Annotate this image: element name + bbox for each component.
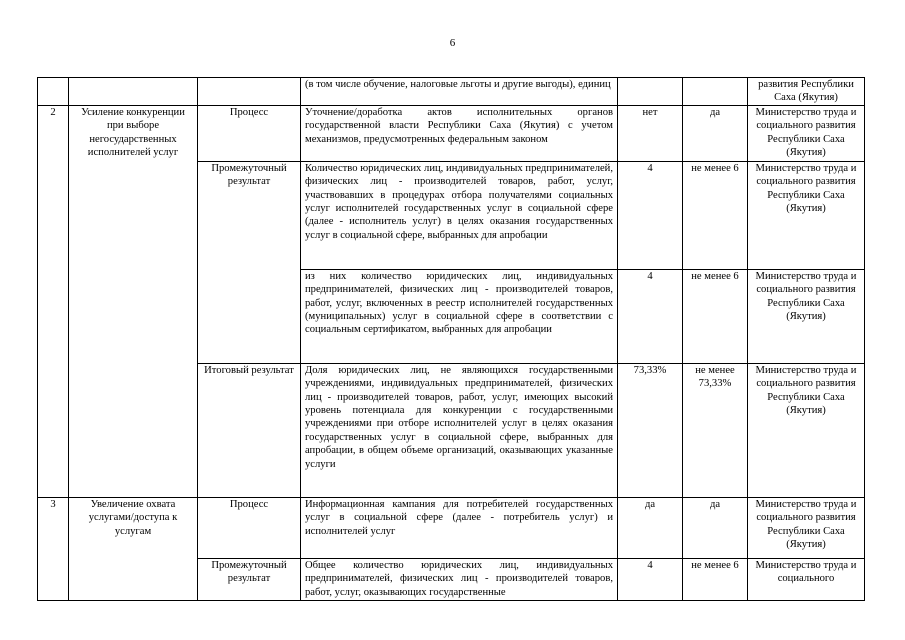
indicator-description: Информационная кампания для потребителей государственных услуг в социальной сфере (далее - потребитель услуг) и исполнителей услуг — [301, 497, 618, 558]
base-value: 4 — [618, 269, 683, 363]
row-number-cell — [38, 78, 69, 106]
base-value: 4 — [618, 558, 683, 600]
indicator-type: Промежуточный результат — [198, 558, 301, 600]
indicator-description: Доля юридических лиц, не являющихся государственными учреждениями, индивидуальных предпринимателей, физических лиц - производителей товаров, работ, услуг, имеющих высокий уровень потенциала для конкуренции с государственными учреждениями при отборе исполнителей услуг в целях оказания государственных услуг в социальной сфере, выбранных для апробации, в общем объеме организаций, оказывающих указанные услуги — [301, 363, 618, 497]
indicator-type: Промежуточный результат — [198, 161, 301, 363]
responsible-executor: Министерство труда и социального развития Республики Саха (Якутия) — [748, 363, 865, 497]
row-number: 2 — [38, 105, 69, 497]
base-value-cell — [618, 78, 683, 106]
responsible-executor: Министерство труда и социального развития Республики Саха (Якутия) — [748, 105, 865, 161]
indicator-type: Процесс — [198, 105, 301, 161]
target-value: не менее 6 — [683, 558, 748, 600]
indicator-description: Общее количество юридических лиц, индивидуальных предпринимателей, физических лиц - производителей товаров, работ, услуг, оказывающих государственные — [301, 558, 618, 600]
indicator-description: из них количество юридических лиц, индивидуальных предпринимателей, физических лиц - производителей товаров, работ, услуг, включенных в реестр исполнителей государственных (муниципальных) услуг в социальной сфере в соответствии с социальным сертификатом, выбранных для апробации — [301, 269, 618, 363]
target-value: не менее 6 — [683, 269, 748, 363]
target-value-cell — [683, 78, 748, 106]
task-cell — [69, 78, 198, 106]
table-row — [38, 105, 865, 161]
responsible-executor: Министерство труда и социального развития Республики Саха (Якутия) — [748, 269, 865, 363]
base-value: да — [618, 497, 683, 558]
base-value: нет — [618, 105, 683, 161]
page-number: 6 — [449, 37, 456, 49]
responsible-executor: Министерство труда и социального — [748, 558, 865, 600]
indicator-description: Уточнение/доработка актов исполнительных органов государственной власти Республики Саха (Якутия) с учетом механизмов, предусмотренных федеральным законом — [301, 105, 618, 161]
base-value: 73,33% — [618, 363, 683, 497]
target-value: да — [683, 105, 748, 161]
indicator-type: Процесс — [198, 497, 301, 558]
indicator-description: Количество юридических лиц, индивидуальных предпринимателей, физических лиц - производителей товаров, работ, услуг, участвовавших в процедурах отбора получателями социальных услуг исполнителей государственных услуг в социальной сфере (далее - исполнитель услуг) в целях оказания государственных услуг в социальной сфере, выбранных для апробации — [301, 161, 618, 269]
target-value: не менее 73,33% — [683, 363, 748, 497]
table-row — [38, 78, 865, 106]
indicator-type: Итоговый результат — [198, 363, 301, 497]
responsible-executor: развития Республики Саха (Якутия) — [748, 78, 865, 106]
target-value: да — [683, 497, 748, 558]
indicator-type-cell — [198, 78, 301, 106]
row-number: 3 — [38, 497, 69, 600]
responsible-executor: Министерство труда и социального развития Республики Саха (Якутия) — [748, 497, 865, 558]
results-table — [37, 77, 865, 601]
task-name: Усиление конкуренции при выборе негосударственных исполнителей услуг — [69, 105, 198, 497]
table-row — [38, 497, 865, 558]
task-name: Увеличение охвата услугами/доступа к услугам — [69, 497, 198, 600]
indicator-description: (в том числе обучение, налоговые льготы и другие выгоды), единиц — [301, 78, 618, 106]
base-value: 4 — [618, 161, 683, 269]
responsible-executor: Министерство труда и социального развития Республики Саха (Якутия) — [748, 161, 865, 269]
target-value: не менее 6 — [683, 161, 748, 269]
